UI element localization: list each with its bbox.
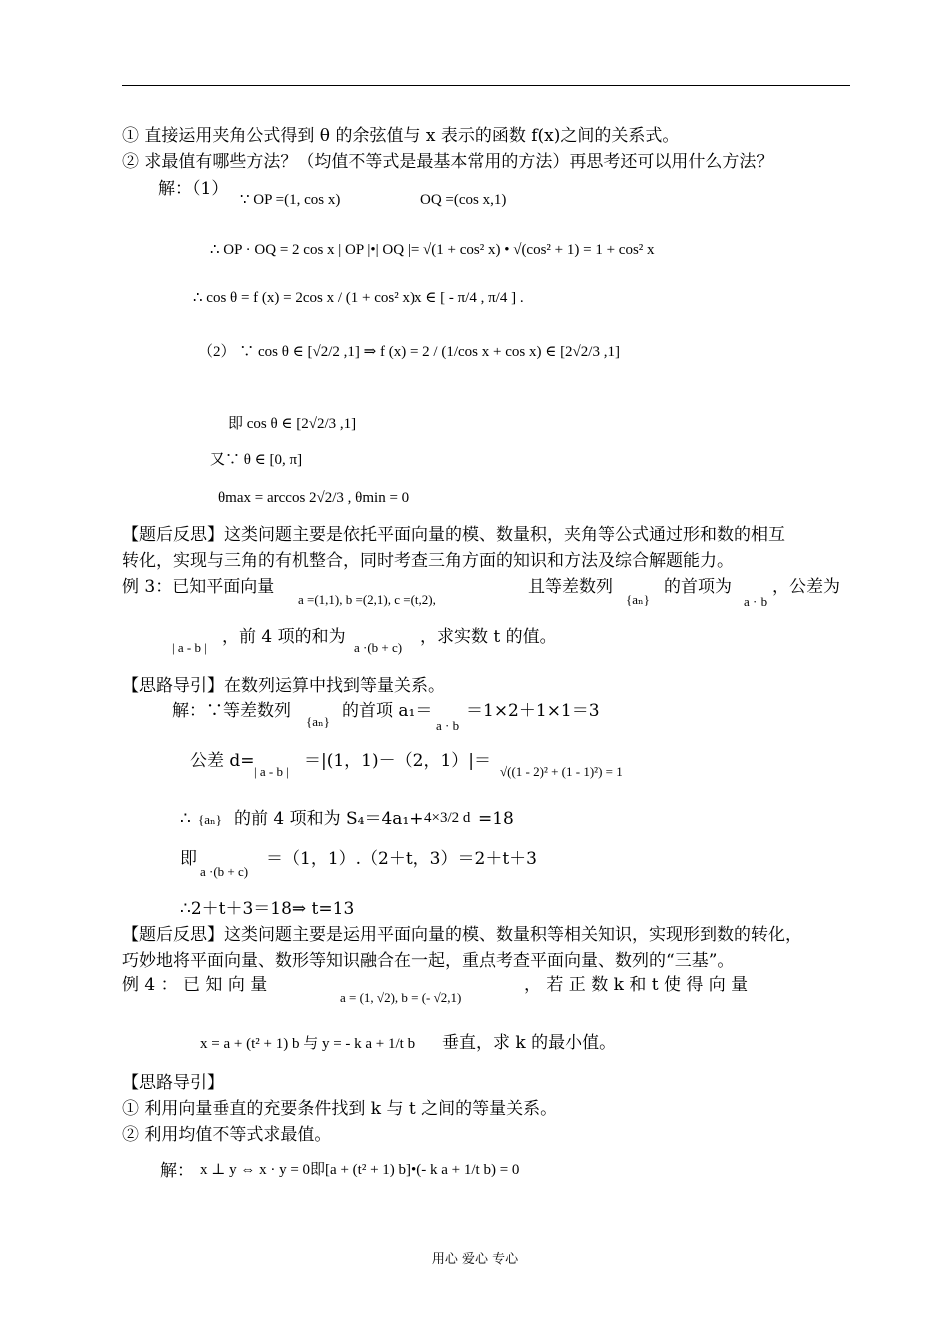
formula-cos-theta: ∴ cos θ = f (x) = 2cos x / (1 + cos² x) xyxy=(193,290,415,306)
solution-3-sum: 的前 4 项和为 S₄＝4a₁+ xyxy=(234,809,424,829)
solution-3-a: 解：∵等差数列 xyxy=(172,701,291,721)
guide-4: 【思路导引】 xyxy=(122,1073,224,1093)
example-4-ask: 垂直，求 k 的最小值。 xyxy=(442,1033,617,1053)
solution-3-first: 的首项 a₁＝ xyxy=(342,701,433,721)
example-3-an: {aₙ} xyxy=(626,592,650,607)
solution-3-result: ∴2＋t＋3＝18⇒ t=13 xyxy=(180,899,355,919)
hint-line-1: ① 直接运用夹角公式得到 θ 的余弦值与 x 表示的函数 f(x)之间的关系式。 xyxy=(122,126,680,146)
formula-x-range: x ∈ [ - π/4 , π/4 ] . xyxy=(414,290,524,306)
example-4-intro: 例 4 ： 已 知 向 量 xyxy=(122,975,268,995)
formula-theta-range: 又∵ θ ∈ [0, π] xyxy=(210,452,303,468)
example-3-ask: ，求实数 t 的值。 xyxy=(420,627,557,647)
solution-3-an: {aₙ} xyxy=(306,714,330,729)
solution-3-ab: a · b xyxy=(436,718,460,733)
reflection-1-line-2: 转化，实现与三角的有机整合，同时考查三角方面的知识和方法及综合解题能力。 xyxy=(122,551,734,571)
formula-op: ∵ OP =(1, cos x) xyxy=(240,192,341,208)
formula-theta-max-min: θmax = arccos 2√2/3 , θmin = 0 xyxy=(218,490,410,506)
example-3-ab: a · b xyxy=(744,594,768,609)
guide-4-item-2: ② 利用均值不等式求最值。 xyxy=(122,1125,332,1145)
formula-ji: 即 cos θ ∈ [2√2/3 ,1] xyxy=(228,416,357,432)
solution-3-abs: | a - b | xyxy=(254,764,289,779)
example-3-abc: a ·(b + c) xyxy=(354,640,403,655)
example-4-xy: x = a + (t² + 1) b 与 y = - k a + 1/t b xyxy=(200,1036,416,1052)
solution-label: 解：（1） xyxy=(158,179,229,199)
solution-3-diff: 公差 d= xyxy=(190,751,255,771)
example-4-cond: ， 若 正 数 k 和 t 使 得 向 量 xyxy=(524,975,749,995)
example-3-sequence: 且等差数列 xyxy=(528,577,613,597)
solution-3-sqrt: √((1 - 2)² + (1 - 1)²) = 1 xyxy=(500,764,623,779)
solution-3-expand: ＝（1，1）.（2＋t，3）＝2＋t＋3 xyxy=(266,849,537,869)
example-3-vectors: a =(1,1), b =(2,1), c =(t,2), xyxy=(298,592,436,607)
solution-3-frac: 4×3/2 d xyxy=(424,810,471,826)
formula-oq: OQ =(cos x,1) xyxy=(420,192,507,208)
example-3-abs: | a - b | xyxy=(172,640,207,655)
formula-dot-product: ∴ OP · OQ = 2 cos x | OP |•| OQ |= √(1 + cos² x) • √(cos² + 1) = 1 + cos² x xyxy=(210,242,655,258)
page-footer: 用心 爱心 专心 xyxy=(431,1252,519,1267)
example-3-first-term: 的首项为 xyxy=(664,577,732,597)
hint-line-2: ② 求最值有哪些方法？（均值不等式是最基本常用的方法）再思考还可以用什么方法？ xyxy=(122,152,774,172)
example-3-sum: ，前 4 项的和为 xyxy=(222,627,346,647)
solution-3-diff-calc: ＝|(1，1)－（2，1）|＝ xyxy=(304,751,491,771)
solution-4-formula: x ⊥ y ⇔ x · y = 0即[a + (t² + 1) b]•(- k a + 1/t b) = 0 xyxy=(200,1162,520,1178)
header-rule xyxy=(122,85,850,86)
formula-part2: （2） ∵ cos θ ∈ [√2/2 ,1] ⇒ f (x) = 2 / (1/cos x + cos x) ∈ [2√2/3 ,1] xyxy=(198,344,620,360)
solution-3-therefore: ∴ xyxy=(180,809,191,829)
guide-3: 【思路导引】在数列运算中找到等量关系。 xyxy=(122,676,445,696)
example-3-intro: 例 3：已知平面向量 xyxy=(122,577,275,597)
reflection-2-line-1: 【题后反思】这类问题主要是运用平面向量的模、数量积等相关知识，实现形到数的转化， xyxy=(122,925,802,945)
solution-4-label: 解： xyxy=(160,1161,194,1181)
example-4-vectors: a = (1, √2), b = (- √2,1) xyxy=(340,990,462,1005)
solution-3-an-2: {aₙ} xyxy=(198,812,222,827)
solution-3-ji: 即 xyxy=(180,849,197,869)
solution-3-calc: ＝1×2＋1×1＝3 xyxy=(466,701,600,721)
reflection-1-line-1: 【题后反思】这类问题主要是依托平面向量的模、数量积，夹角等公式通过形和数的相互 xyxy=(122,525,785,545)
guide-4-item-1: ① 利用向量垂直的充要条件找到 k 与 t 之间的等量关系。 xyxy=(122,1099,558,1119)
solution-3-sum-value: =18 xyxy=(478,809,514,829)
solution-3-abc: a ·(b + c) xyxy=(200,864,249,879)
example-3-diff: ，公差为 xyxy=(772,577,840,597)
reflection-2-line-2: 巧妙地将平面向量、数形等知识融合在一起，重点考查平面向量、数列的“三基”。 xyxy=(122,951,735,971)
